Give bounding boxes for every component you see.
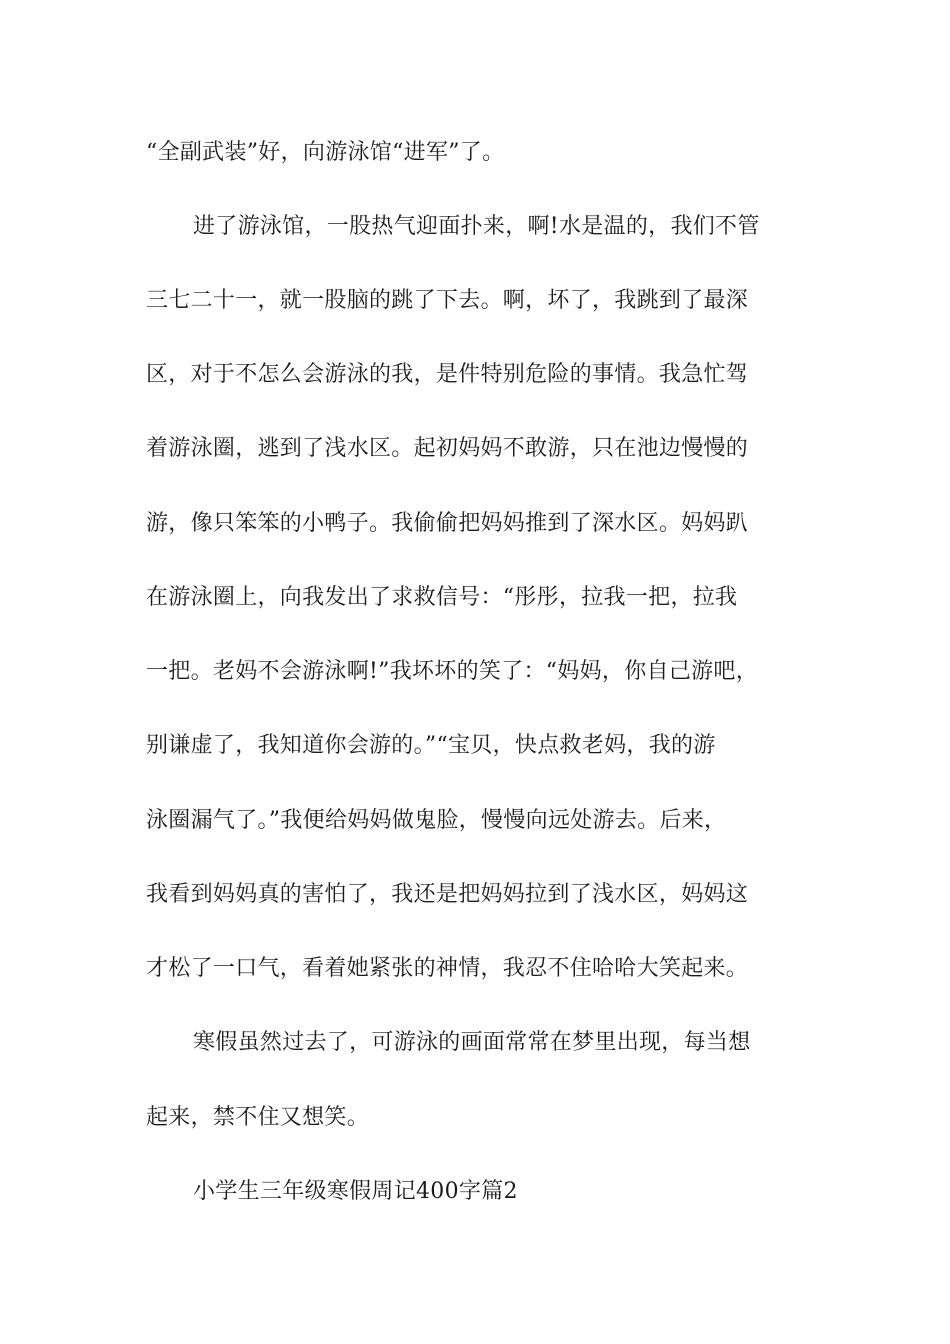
text-line-7: 在游泳圈上，向我发出了求救信号：“彤彤，拉我一把，拉我 (146, 585, 738, 610)
text-line-3: 三七二十一，就一股脑的跳了下去。啊，坏了，我跳到了最深 (146, 288, 749, 313)
text-line-8: 一把。老妈不会游泳啊!”我坏坏的笑了：“妈妈，你自己游吧， (146, 659, 759, 684)
section-heading: 小学生三年级寒假周记400字篇2 (193, 1179, 518, 1204)
text-line-9: 别谦虚了，我知道你会游的。”“宝贝，快点救老妈，我的游 (146, 733, 716, 758)
paragraph-start-line: 进了游泳馆，一股热气迎面扑来，啊!水是温的，我们不管 (193, 214, 760, 239)
text-line-1: “全副武装”好，向游泳馆“进军”了。 (146, 140, 505, 165)
text-line-12: 才松了一口气，看着她紧张的神情，我忍不住哈哈大笑起来。 (146, 956, 749, 981)
text-line-14: 起来，禁不住又想笑。 (146, 1105, 370, 1130)
text-line-5: 着游泳圈，逃到了浅水区。起初妈妈不敢游，只在池边慢慢的 (146, 436, 749, 461)
text-line-4: 区，对于不怎么会游泳的我，是件特别危险的事情。我急忙驾 (146, 362, 749, 387)
text-line-6: 游，像只笨笨的小鸭子。我偷偷把妈妈推到了深水区。妈妈趴 (146, 511, 749, 536)
paragraph-start-line: 寒假虽然过去了，可游泳的画面常常在梦里出现，每当想 (193, 1030, 751, 1055)
text-line-11: 我看到妈妈真的害怕了，我还是把妈妈拉到了浅水区，妈妈这 (146, 882, 749, 907)
text-line-10: 泳圈漏气了。”我便给妈妈做鬼脸，慢慢向远处游去。后来， (146, 808, 727, 833)
